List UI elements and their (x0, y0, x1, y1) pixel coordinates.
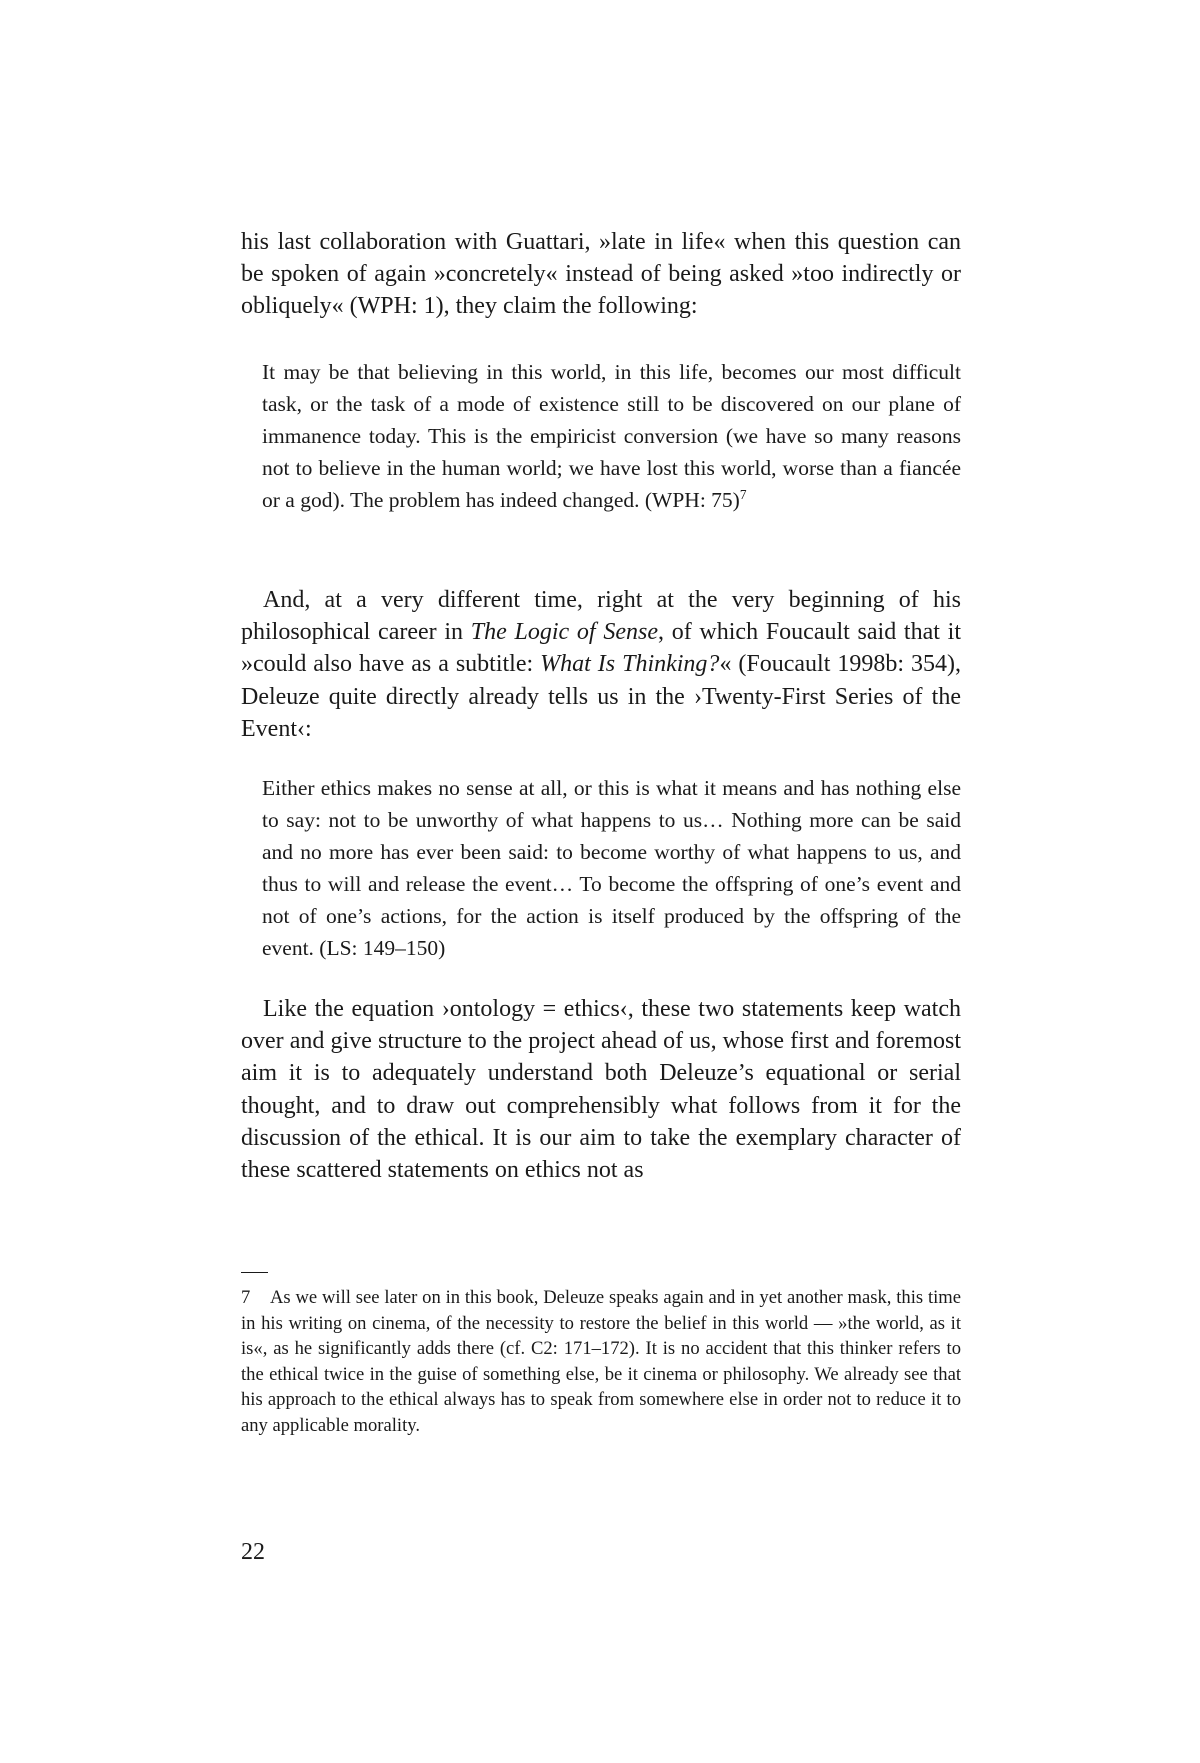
footnote-text: As we will see later on in this book, Deleuze speaks again and in yet another mask, this time in his writing on cinema, of the necessity to restore the belief in this world — »the world, as it is«, as he significantly adds there (cf. C2: 171–172). It is no accident that this thinker refers to the ethical twice in the guise of something else, be it cinema or philosophy. We already see that his approach to the ethical always has to speak from somewhere else in order not to reduce it to any applicable morality. (241, 1287, 961, 1436)
block-quote-2: Either ethics makes no sense at all, or this is what it means and has nothing else to say: not to be unworthy of what happens to us… Nothing more can be said and no more has ever been said: to become worthy of what happens to us, and thus to will and release the event… To become the offspring of one’s event and not of one’s actions, for the action is itself produced by the offspring of the event. (LS: 149–150) (262, 776, 961, 960)
paragraph-2-part-3: « (Foucault 1998b: 354), Deleuze quite directly already tells us in the ›Twenty-First Series of the Event‹: (241, 651, 962, 742)
footnote-number: 7 (241, 1287, 251, 1308)
footnote-separator (241, 1272, 268, 1273)
subtitle-what-is-thinking: What Is Thinking? (540, 651, 720, 678)
book-title-logic-of-sense: The Logic of Sense (470, 619, 658, 646)
footnote (241, 1285, 961, 1439)
paragraph-2-part-1: And, at a very different time, right at the very beginning of his philosophical career in (241, 587, 961, 646)
body-paragraph-3: Like the equation ›ontology = ethics‹, these two statements keep watch over and give structure to the project ahead of us, whose first and foremost aim it is to adequately understand both Deleuze’s equational or serial thought, and to draw out comprehensibly what follows from it for the discussion of the ethical. It is our aim to take the exemplary character of these scattered statements on ethics not as (241, 996, 961, 1184)
body-paragraph-1: his last collaboration with Guattari, »late in life« when this question can be spoken of again »concretely« instead of being asked »too indirectly or obliquely« (WPH: 1), they claim the following: (241, 229, 961, 320)
block-quote-1-text: It may be that believing in this world, in this life, becomes our most difficult task, or the task of a mode of existence still to be discovered on our plane of immanence today. This is the empiricist conversion (we have so many reasons not to believe in the human world; we have lost this world, worse than a fiancée or a god). The problem has indeed changed. (WPH: 75) (262, 360, 961, 512)
body-paragraph-2 (241, 584, 961, 745)
paragraph-2-part-2: , of which Foucault said that it »could also have as a subtitle: (241, 619, 961, 678)
block-quote-1 (262, 356, 961, 516)
page-number: 22 (241, 1539, 265, 1565)
footnote-reference: 7 (739, 486, 747, 502)
